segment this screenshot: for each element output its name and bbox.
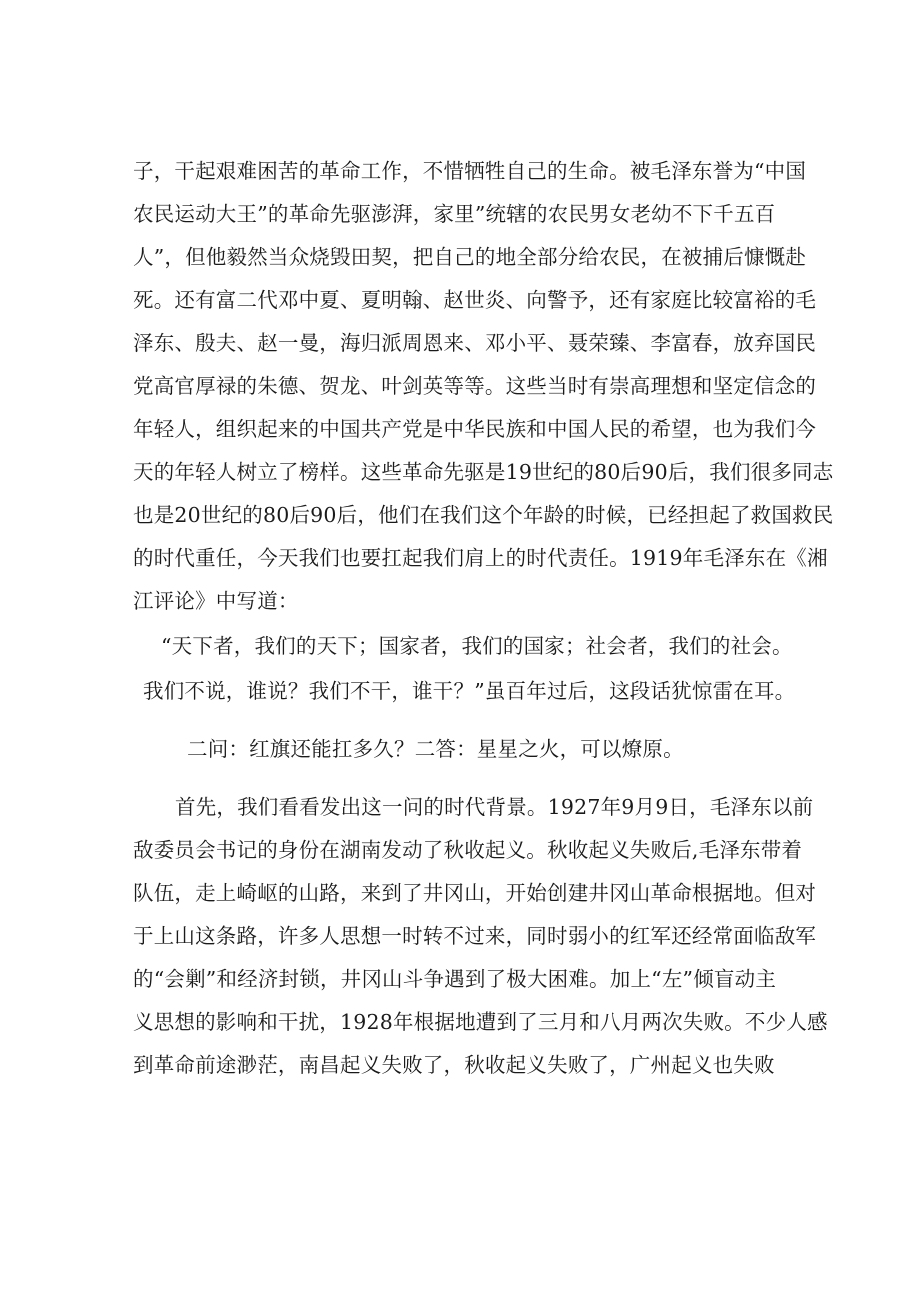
paragraph-line: 死。还有富二代邓中夏、夏明翰、赵世炎、向警予，还有家庭比较富裕的毛 bbox=[133, 288, 817, 312]
paragraph-line: 也是20世纪的80后90后，他们在我们这个年龄的时候，已经担起了救国救民 bbox=[133, 503, 834, 527]
quote-line-1: “天下者，我们的天下；国家者，我们的国家；社会者，我们的社会。 bbox=[161, 634, 793, 658]
paragraph-line: 人”，但他毅然当众烧毁田契，把自己的地全部分给农民，在被捕后慷慨赴 bbox=[133, 245, 807, 269]
paragraph-line: 党高官厚禄的朱德、贺龙、叶剑英等等。这些当时有崇高理想和坚定信念的 bbox=[133, 374, 817, 398]
paragraph-line: 首先，我们看看发出这一问的时代背景。1927年9月9日，毛泽东以前 bbox=[175, 795, 814, 819]
paragraph-line: 江评论》中写道： bbox=[133, 589, 299, 613]
paragraph-line: 子，干起艰难困苦的革命工作，不惜牺牲自己的生命。被毛泽东誉为“中国 bbox=[133, 159, 807, 183]
paragraph-line: 年轻人，组织起来的中国共产党是中华民族和中国人民的希望，也为我们今 bbox=[133, 417, 817, 441]
paragraph-line: 义思想的影响和干扰，1928年根据地遭到了三月和八月两次失败。不少人感 bbox=[133, 1010, 828, 1034]
paragraph-line: 的时代重任，今天我们也要扛起我们肩上的时代责任。1919年毛泽东在《湘 bbox=[133, 546, 828, 570]
paragraph-line: 天的年轻人树立了榜样。这些革命先驱是19世纪的80后90后，我们很多同志 bbox=[133, 460, 834, 484]
paragraph-line: 队伍，走上崎岖的山路，来到了井冈山，开始创建井冈山革命根据地。但对 bbox=[133, 881, 817, 905]
paragraph-line: 到革命前途渺茫，南昌起义失败了，秋收起义失败了，广州起义也失败 bbox=[133, 1053, 775, 1077]
paragraph-line: 敌委员会书记的身份在湖南发动了秋收起义。秋收起义失败后,毛泽东带着 bbox=[133, 838, 803, 862]
quote-line-2: 我们不说，谁说？我们不干，谁干？”虽百年过后，这段话犹惊雷在耳。 bbox=[143, 679, 796, 703]
paragraph-line: 农民运动大王”的革命先驱澎湃，家里”统辖的农民男女老幼不下千五百 bbox=[133, 202, 776, 226]
paragraph-line: 泽东、殷夫、赵一曼，海归派周恩来、邓小平、聂荣臻、李富春，放弃国民 bbox=[133, 331, 817, 355]
section-heading: 二问：红旗还能扛多久？二答：星星之火，可以燎原。 bbox=[187, 737, 684, 761]
paragraph-line: 于上山这条路，许多人思想一时转不过来，同时弱小的红军还经常面临敌军 bbox=[133, 924, 817, 948]
paragraph-line: 的“会剿”和经济封锁，井冈山斗争遇到了极大困难。加上“左”倾盲动主 bbox=[133, 967, 777, 991]
